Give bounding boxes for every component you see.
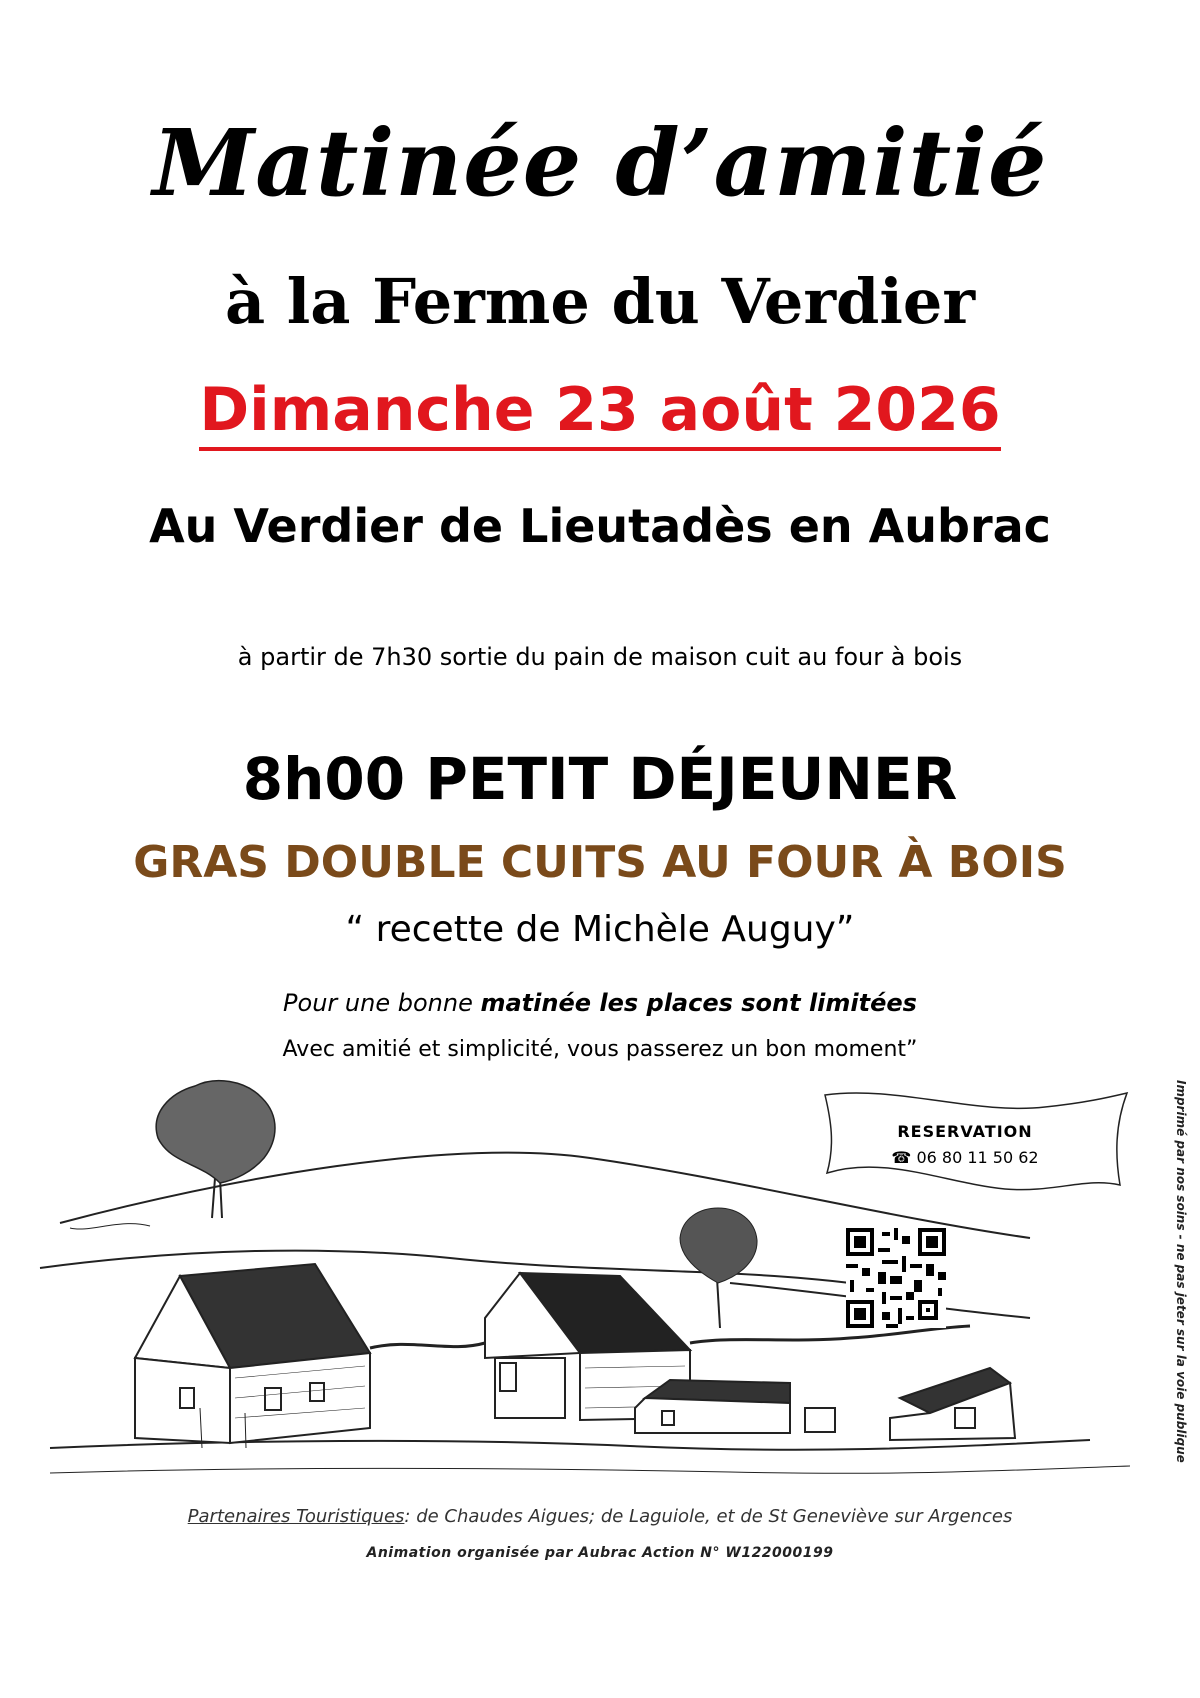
partners-label: Partenaires Touristiques (187, 1506, 405, 1527)
event-date (0, 372, 1200, 448)
event-date-text: Dimanche 23 août 2026 (199, 375, 1000, 451)
poster-title: Matinée d’amitié (152, 109, 1048, 217)
breakfast-heading: 8h00 PETIT DÉJEUNER (242, 745, 958, 813)
partners-text: : de Chaudes Aigues; de Laguiole, et de St Geneviève sur Argences (404, 1506, 1013, 1527)
partners-line (0, 1506, 1200, 1527)
print-notice: Imprimé par nos soins - ne pas jeter sur la voie publique (1174, 1080, 1188, 1463)
bread-note: à partir de 7h30 sortie du pain de maison cuit au four à bois (237, 643, 963, 671)
organizer-line: Animation organisée par Aubrac Action N° W122000199 (366, 1545, 834, 1561)
poster-subtitle: à la Ferme du Verdier (225, 265, 975, 338)
reservation-phone[interactable]: ☎ 06 80 11 50 62 (891, 1148, 1039, 1167)
menu-heading: GRAS DOUBLE CUITS AU FOUR À BOIS (133, 837, 1067, 888)
recipe-credit: “ recette de Michèle Auguy” (345, 909, 855, 950)
event-location: Au Verdier de Lieutadès en Aubrac (149, 499, 1051, 553)
limited-places-note (0, 986, 1200, 1020)
limited-bold: matinée les places sont limitées (480, 989, 917, 1017)
limited-intro: Pour une bonne (283, 989, 481, 1017)
friendship-note: Avec amitié et simplicité, vous passerez un bon moment” (282, 1037, 918, 1062)
qr-code[interactable] (846, 1228, 946, 1328)
reservation-label: RESERVATION (897, 1122, 1033, 1141)
